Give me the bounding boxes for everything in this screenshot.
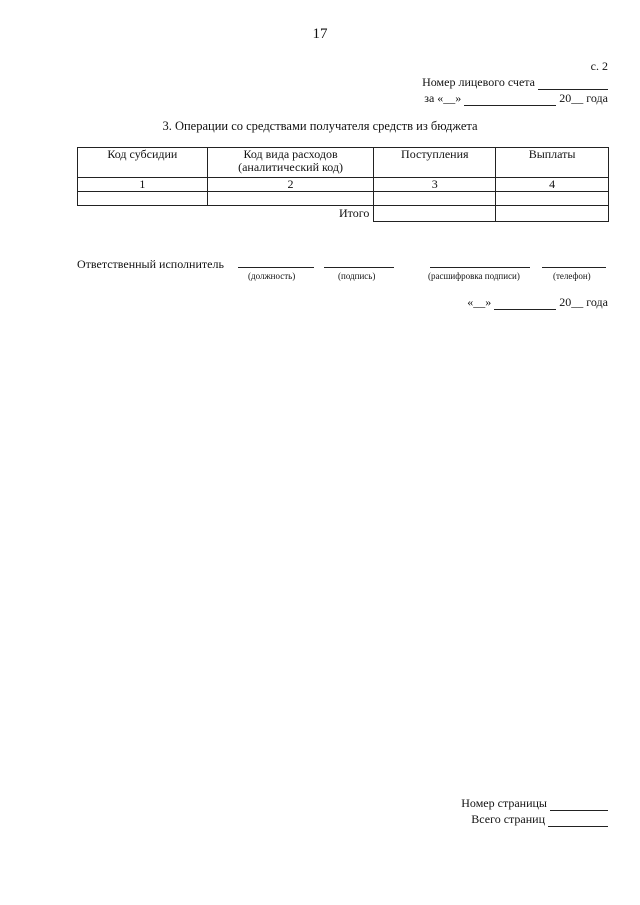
total-pages-field <box>548 814 608 827</box>
column-number: 1 <box>78 178 208 192</box>
header-expense-code-line1: Код вида расходов <box>243 147 338 161</box>
page-number-row <box>461 795 608 811</box>
phone-field <box>542 255 606 268</box>
signature-date-month-field <box>494 297 556 310</box>
total-receipts-cell <box>374 206 496 222</box>
account-number-label: Номер лицевого счета <box>422 75 535 89</box>
page-number: 17 <box>312 26 328 42</box>
signature-date-year: 20__ года <box>559 295 608 309</box>
caption-signature-decoding: (расшифровка подписи) <box>428 271 520 281</box>
page-label: с. 2 <box>590 59 608 73</box>
table-cell <box>207 192 374 206</box>
header-receipts: Поступления <box>374 148 496 178</box>
caption-position: (должность) <box>248 271 296 281</box>
caption-signature: (подпись) <box>338 271 376 281</box>
page-number-label: Номер страницы <box>461 796 547 810</box>
signature-row <box>77 257 224 272</box>
table-cell <box>496 192 609 206</box>
total-pages-row <box>471 811 608 827</box>
report-date-day: за «__» <box>424 91 462 105</box>
report-date-year: 20__ года <box>559 91 608 105</box>
table-cell <box>374 192 496 206</box>
table-header-row <box>78 148 609 178</box>
table-row <box>78 192 609 206</box>
signature-field <box>324 255 394 268</box>
signature-date-row <box>467 294 608 310</box>
responsible-executor-label: Ответственный исполнитель <box>77 257 224 271</box>
section-title: 3. Операции со средствами получателя средств из бюджета <box>162 119 478 133</box>
signature-date-day: «__» <box>467 295 492 309</box>
header-subsidy-code: Код субсидии <box>78 148 208 178</box>
caption-phone: (телефон) <box>553 271 591 281</box>
signature-decoding-field <box>430 255 530 268</box>
total-label: Итого <box>339 206 370 220</box>
operations-table <box>77 147 609 222</box>
table-number-row <box>78 178 609 192</box>
column-number: 3 <box>374 178 496 192</box>
position-field <box>238 255 314 268</box>
account-number-row <box>422 74 608 90</box>
report-date-month-field <box>464 93 556 106</box>
header-payments: Выплаты <box>496 148 609 178</box>
header-expense-code-line2: (аналитический код) <box>238 160 343 174</box>
table-cell <box>78 192 208 206</box>
column-number: 4 <box>496 178 609 192</box>
account-number-field <box>538 77 608 90</box>
total-pages-label: Всего страниц <box>471 812 545 826</box>
total-payments-cell <box>496 206 609 222</box>
header-expense-code <box>207 148 374 178</box>
page-number-field <box>550 798 608 811</box>
total-row <box>78 206 609 222</box>
report-date-row <box>424 90 608 106</box>
column-number: 2 <box>207 178 374 192</box>
